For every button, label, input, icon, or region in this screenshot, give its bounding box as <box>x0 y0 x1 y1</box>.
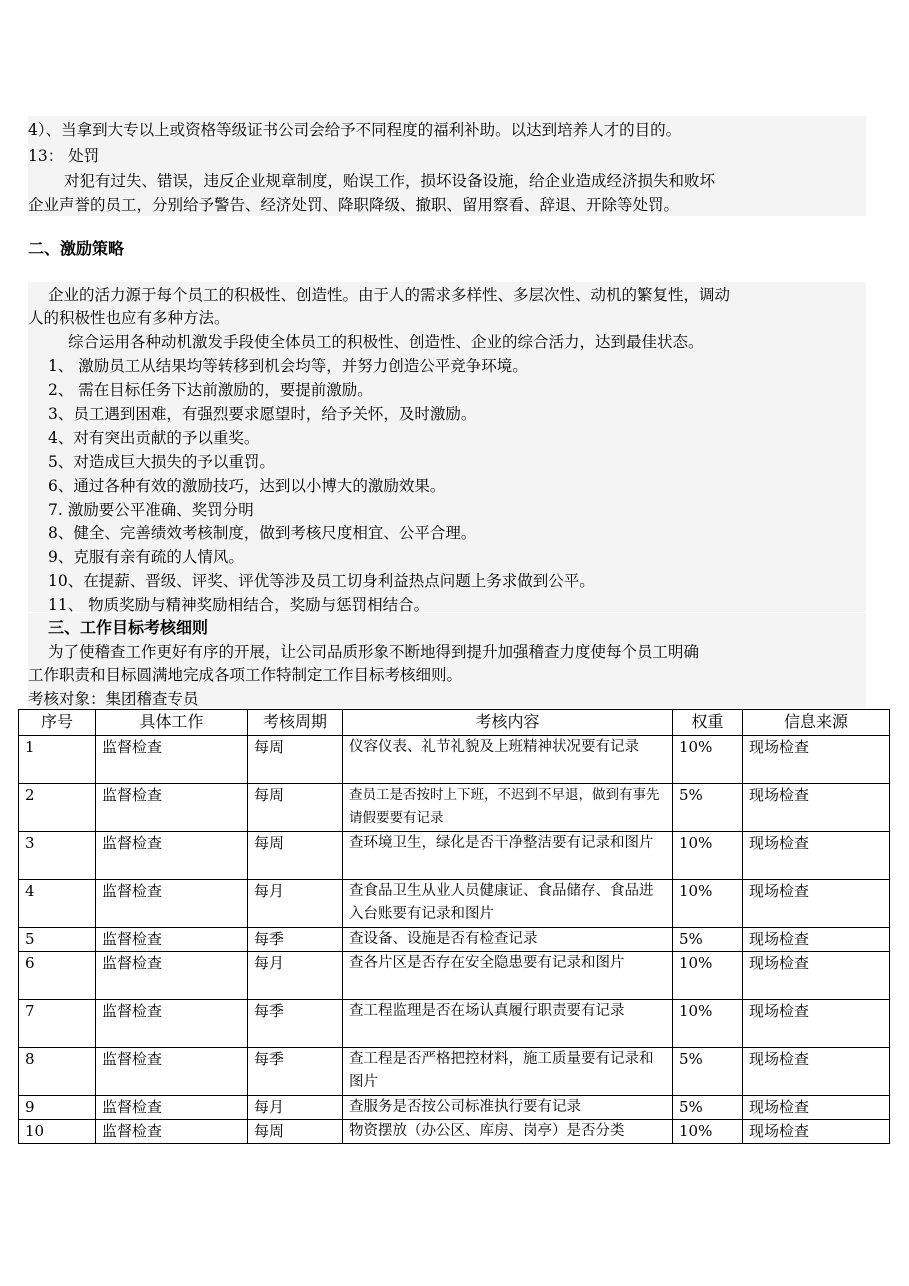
header-index: 序号 <box>19 710 96 736</box>
cell-work: 监督检查 <box>96 784 248 832</box>
incentive-intro-c: 综合运用各种动机激发手段使全体员工的积极性、创造性、企业的综合活力，达到最佳状态。 <box>68 333 704 351</box>
cell-index: 1 <box>19 736 96 784</box>
cell-index: 10 <box>19 1120 96 1144</box>
table-row <box>19 1120 890 1144</box>
assessment-target: 考核对象：集团稽查专员 <box>28 690 199 708</box>
table-row <box>19 832 890 880</box>
header-work: 具体工作 <box>96 710 248 736</box>
cell-weight: 10% <box>673 832 743 880</box>
cell-source: 现场检查 <box>743 1096 890 1120</box>
cell-work: 监督检查 <box>96 1120 248 1144</box>
cell-content: 查设备、设施是否有检查记录 <box>343 928 673 952</box>
cell-index: 5 <box>19 928 96 952</box>
cell-weight: 10% <box>673 1000 743 1048</box>
table-row <box>19 880 890 928</box>
cell-weight: 5% <box>673 928 743 952</box>
cell-weight: 10% <box>673 952 743 1000</box>
cell-period: 每周 <box>248 736 343 784</box>
cell-weight: 10% <box>673 736 743 784</box>
cell-weight: 5% <box>673 1048 743 1096</box>
cell-index: 9 <box>19 1096 96 1120</box>
cell-source: 现场检查 <box>743 1000 890 1048</box>
cell-content: 查服务是否按公司标准执行要有记录 <box>343 1096 673 1120</box>
cell-index: 6 <box>19 952 96 1000</box>
table-row <box>19 736 890 784</box>
table-row <box>19 1000 890 1048</box>
cell-period: 每月 <box>248 880 343 928</box>
cell-content: 查工程是否严格把控材料，施工质量要有记录和图片 <box>343 1048 673 1096</box>
incentive-item: 3、员工遇到困难，有强烈要求愿望时，给予关怀，及时激励。 <box>48 405 477 423</box>
incentive-item: 7. 激励要公平准确、奖罚分明 <box>48 501 254 519</box>
table-row <box>19 1048 890 1096</box>
incentive-item: 8、健全、完善绩效考核制度，做到考核尺度相宜、公平合理。 <box>48 524 477 542</box>
cell-work: 监督检查 <box>96 952 248 1000</box>
cell-weight: 5% <box>673 784 743 832</box>
incentive-item: 9、克服有亲有疏的人情风。 <box>48 548 244 566</box>
paragraph-penalty-title: 13： 处罚 <box>28 147 100 165</box>
incentive-intro-b: 人的积极性也应有多种方法。 <box>28 309 230 327</box>
incentive-item: 2、 需在目标任务下达前激励的，要提前激励。 <box>48 381 373 399</box>
cell-index: 3 <box>19 832 96 880</box>
header-weight: 权重 <box>673 710 743 736</box>
cell-period: 每季 <box>248 1048 343 1096</box>
cell-work: 监督检查 <box>96 1096 248 1120</box>
cell-content: 仪容仪表、礼节礼貌及上班精神状况要有记录 <box>343 736 673 784</box>
incentive-item: 1、 激励员工从结果均等转移到机会均等，并努力创造公平竞争环境。 <box>48 357 528 375</box>
cell-work: 监督检查 <box>96 928 248 952</box>
cell-work: 监督检查 <box>96 736 248 784</box>
cell-period: 每周 <box>248 1120 343 1144</box>
incentive-item: 10、在提薪、晋级、评奖、评优等涉及员工切身利益热点问题上务求做到公平。 <box>48 572 595 590</box>
table-header-row <box>19 710 890 736</box>
cell-period: 每季 <box>248 928 343 952</box>
cell-weight: 5% <box>673 1096 743 1120</box>
section-heading-incentive: 二、激励策略 <box>28 239 125 258</box>
table-row <box>19 928 890 952</box>
cell-work: 监督检查 <box>96 880 248 928</box>
cell-period: 每季 <box>248 1000 343 1048</box>
header-content: 考核内容 <box>343 710 673 736</box>
cell-content: 查工程监理是否在场认真履行职责要有记录 <box>343 1000 673 1048</box>
cell-work: 监督检查 <box>96 1048 248 1096</box>
cell-work: 监督检查 <box>96 832 248 880</box>
table-row <box>19 952 890 1000</box>
cell-work: 监督检查 <box>96 1000 248 1048</box>
paragraph-penalty-b: 企业声誉的员工，分别给予警告、经济处罚、降职降级、撤职、留用察看、辞退、开除等处罚。 <box>28 196 680 214</box>
cell-content: 物资摆放（办公区、库房、岗亭）是否分类 <box>343 1120 673 1144</box>
assessment-intro-b: 工作职责和目标圆满地完成各项工作特制定工作目标考核细则。 <box>28 666 463 684</box>
cell-weight: 10% <box>673 880 743 928</box>
incentive-item: 4、对有突出贡献的予以重奖。 <box>48 429 260 447</box>
incentive-item: 5、对造成巨大损失的予以重罚。 <box>48 453 275 471</box>
assessment-table <box>18 709 890 1144</box>
paragraph-benefit: 4）、当拿到大专以上或资格等级证书公司会给予不同程度的福利补助。以达到培养人才的目的。 <box>28 121 682 139</box>
cell-source: 现场检查 <box>743 952 890 1000</box>
cell-index: 8 <box>19 1048 96 1096</box>
assessment-intro-a: 为了使稽查工作更好有序的开展，让公司品质形象不断地得到提升加强稽查力度使每个员工明确 <box>48 643 700 661</box>
cell-period: 每周 <box>248 784 343 832</box>
cell-content: 查环境卫生，绿化是否干净整洁要有记录和图片 <box>343 832 673 880</box>
cell-source: 现场检查 <box>743 736 890 784</box>
section-heading-assessment: 三、工作目标考核细则 <box>48 618 209 637</box>
cell-content: 查员工是否按时上下班，不迟到不早退，做到有事先请假要要有记录 <box>343 784 673 832</box>
incentive-item: 11、 物质奖励与精神奖励相结合，奖励与惩罚相结合。 <box>48 596 430 614</box>
cell-index: 4 <box>19 880 96 928</box>
incentive-intro-a: 企业的活力源于每个员工的积极性、创造性。由于人的需求多样性、多层次性、动机的繁复性，调动 <box>48 286 731 304</box>
table-row <box>19 1096 890 1120</box>
cell-source: 现场检查 <box>743 928 890 952</box>
cell-period: 每月 <box>248 1096 343 1120</box>
cell-period: 每周 <box>248 832 343 880</box>
cell-source: 现场检查 <box>743 1048 890 1096</box>
paragraph-penalty-a: 对犯有过失、错误，违反企业规章制度，贻误工作，损坏设备设施，给企业造成经济损失和败坏 <box>64 172 716 190</box>
cell-source: 现场检查 <box>743 1120 890 1144</box>
cell-source: 现场检查 <box>743 784 890 832</box>
table-row <box>19 784 890 832</box>
cell-source: 现场检查 <box>743 880 890 928</box>
incentive-item: 6、通过各种有效的激励技巧，达到以小博大的激励效果。 <box>48 477 446 495</box>
header-period: 考核周期 <box>248 710 343 736</box>
cell-index: 7 <box>19 1000 96 1048</box>
cell-content: 查食品卫生从业人员健康证、食品储存、食品进入台账要有记录和图片 <box>343 880 673 928</box>
cell-period: 每月 <box>248 952 343 1000</box>
header-source: 信息来源 <box>743 710 890 736</box>
cell-source: 现场检查 <box>743 832 890 880</box>
cell-weight: 10% <box>673 1120 743 1144</box>
cell-content: 查各片区是否存在安全隐患要有记录和图片 <box>343 952 673 1000</box>
cell-index: 2 <box>19 784 96 832</box>
